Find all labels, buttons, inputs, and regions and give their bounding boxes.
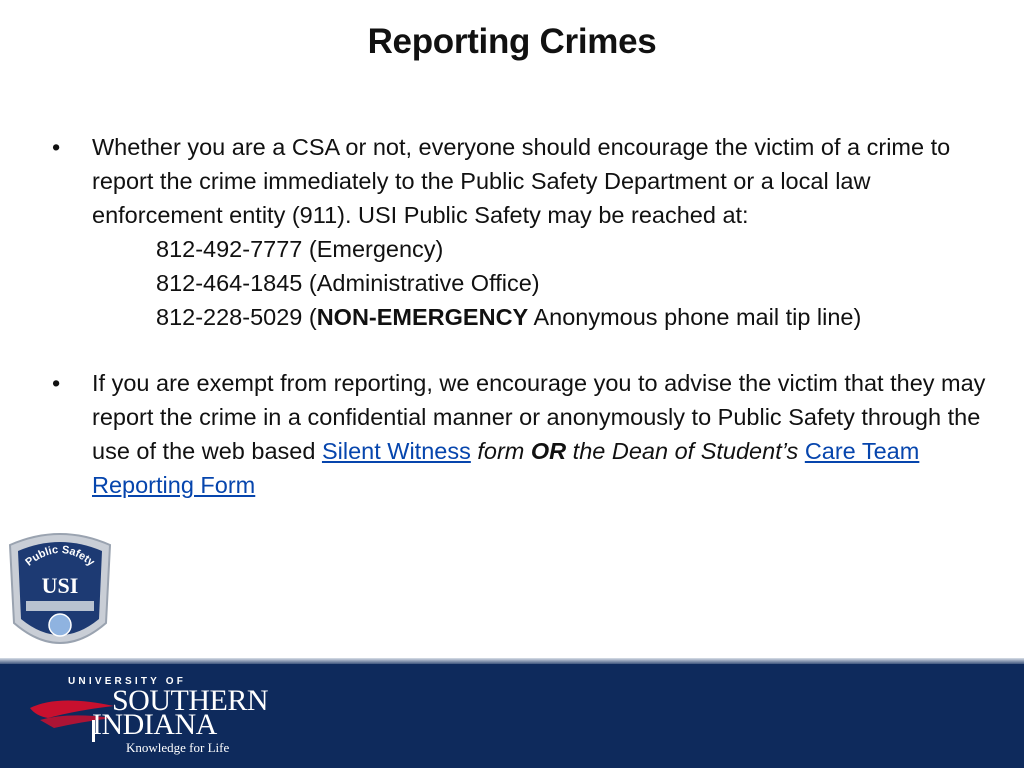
non-emergency-label: NON-EMERGENCY [316, 304, 529, 330]
phone-tipline [92, 300, 1002, 334]
phone-tipline-suffix: Anonymous phone mail tip line) [528, 304, 862, 330]
badge-seal [49, 614, 71, 636]
slide-body [52, 130, 1002, 502]
bullet-text: If you are exempt from reporting, we encourage you to advise the victim that they may report the crime in a confidential manner or anonymously to Public Safety through the use of the web based [92, 370, 986, 464]
bullet-dot: • [52, 134, 61, 160]
logo-indiana: INDIANA [92, 708, 217, 741]
bullet-exempt [52, 366, 1002, 502]
badge-top-text: Public Safety [23, 543, 97, 569]
form-word: form [470, 438, 531, 464]
phone-tipline-prefix: 812-228-5029 ( [156, 304, 317, 330]
silent-witness-link[interactable]: Silent Witness [321, 438, 471, 464]
badge-center-text: USI [41, 573, 79, 598]
bullet-dot: • [52, 370, 61, 396]
logo-tagline: Knowledge for Life [126, 740, 230, 755]
bullet-text: Whether you are a CSA or not, everyone should encourage the victim of a crime to report the crime immediately to the Public Safety Department or a local law enforcement entity (911). USI Public Safety may be reached at: [92, 134, 951, 228]
dean-text: the Dean of Student’s [566, 438, 805, 464]
slide-title: Reporting Crimes [367, 22, 657, 61]
public-safety-badge [0, 527, 120, 657]
phone-emergency: 812-492-7777 (Emergency) [156, 236, 444, 262]
badge-skyline [26, 601, 94, 611]
bullet-reporting [52, 130, 1002, 334]
care-team-link[interactable]: Care Team Reporting Form [92, 438, 920, 498]
logo-southern: SOUTHERN [112, 684, 269, 717]
phone-admin: 812-464-1845 (Administrative Office) [156, 270, 540, 296]
logo-university-of: UNIVERSITY OF [68, 676, 187, 687]
or-word: OR [530, 438, 567, 464]
usi-logo [22, 670, 269, 762]
